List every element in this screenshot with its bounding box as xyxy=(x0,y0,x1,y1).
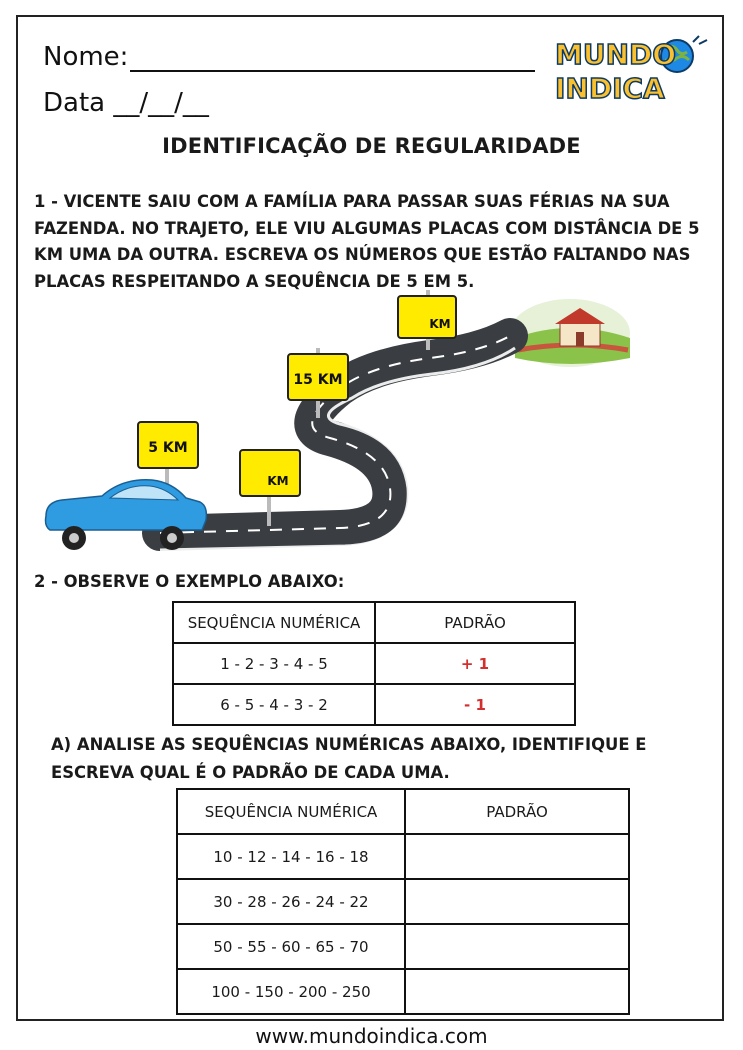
header-sequence: SEQUÊNCIA NUMÉRICA xyxy=(177,789,405,834)
sign-5km-label: 5 KM xyxy=(148,440,188,456)
name-field[interactable] xyxy=(43,42,535,72)
table-row xyxy=(177,924,629,969)
header-pattern: PADRÃO xyxy=(405,789,629,834)
sign-blank-1-label: KM xyxy=(267,474,289,488)
pattern-answer-cell[interactable] xyxy=(405,879,629,924)
name-line xyxy=(130,44,535,72)
pattern-answer-cell[interactable] xyxy=(405,969,629,1014)
pattern-cell: + 1 xyxy=(375,643,575,684)
date-field[interactable]: Data __/__/__ xyxy=(43,88,209,118)
pattern-cell: - 1 xyxy=(375,684,575,725)
logo-line2: INDICA xyxy=(555,72,665,105)
table-row xyxy=(173,684,575,725)
sequence-cell: 30 - 28 - 26 - 24 - 22 xyxy=(177,879,405,924)
table-header-row xyxy=(173,602,575,643)
table-row xyxy=(173,643,575,684)
sign-15km-label: 15 KM xyxy=(293,372,343,388)
footer-url: www.mundoindica.com xyxy=(255,1024,488,1048)
sequence-cell: 1 - 2 - 3 - 4 - 5 xyxy=(173,643,375,684)
name-label: Nome: xyxy=(43,42,129,72)
table-row xyxy=(177,834,629,879)
question-2-text: 2 - OBSERVE O EXEMPLO ABAIXO: xyxy=(34,572,345,591)
example-table xyxy=(172,601,576,726)
exercise-table xyxy=(176,788,630,1015)
car-illustration xyxy=(46,480,207,550)
page-title: IDENTIFICAÇÃO DE REGULARIDADE xyxy=(162,134,581,158)
header-sequence: SEQUÊNCIA NUMÉRICA xyxy=(173,602,375,643)
farm-illustration xyxy=(510,299,630,367)
pattern-answer-cell[interactable] xyxy=(405,834,629,879)
sequence-cell: 10 - 12 - 14 - 16 - 18 xyxy=(177,834,405,879)
logo-line1: MUNDO xyxy=(555,38,677,71)
sign-blank-2-label: KM xyxy=(429,317,451,331)
pattern-answer-cell[interactable] xyxy=(405,924,629,969)
question-a-text: A) ANALISE AS SEQUÊNCIAS NUMÉRICAS ABAIXO, IDENTIFIQUE E ESCREVA QUAL É O PADRÃO DE CADA UMA. xyxy=(51,735,647,782)
sequence-cell: 50 - 55 - 60 - 65 - 70 xyxy=(177,924,405,969)
header-pattern: PADRÃO xyxy=(375,602,575,643)
road-illustration xyxy=(40,288,670,568)
question-1-text: 1 - VICENTE SAIU COM A FAMÍLIA PARA PASSAR SUAS FÉRIAS NA SUA FAZENDA. NO TRAJETO, ELE VIU ALGUMAS PLACAS COM DISTÂNCIA DE 5 KM UMA DA OUTRA. ESCREVA OS NÚMEROS QUE ESTÃO FALTANDO NAS PLACAS RESPEITANDO A SEQUÊNCIA DE 5 EM 5. xyxy=(34,192,700,291)
table-row xyxy=(177,879,629,924)
mundo-indica-logo xyxy=(553,34,713,106)
table-row xyxy=(177,969,629,1014)
sequence-cell: 100 - 150 - 200 - 250 xyxy=(177,969,405,1014)
table-header-row xyxy=(177,789,629,834)
sequence-cell: 6 - 5 - 4 - 3 - 2 xyxy=(173,684,375,725)
